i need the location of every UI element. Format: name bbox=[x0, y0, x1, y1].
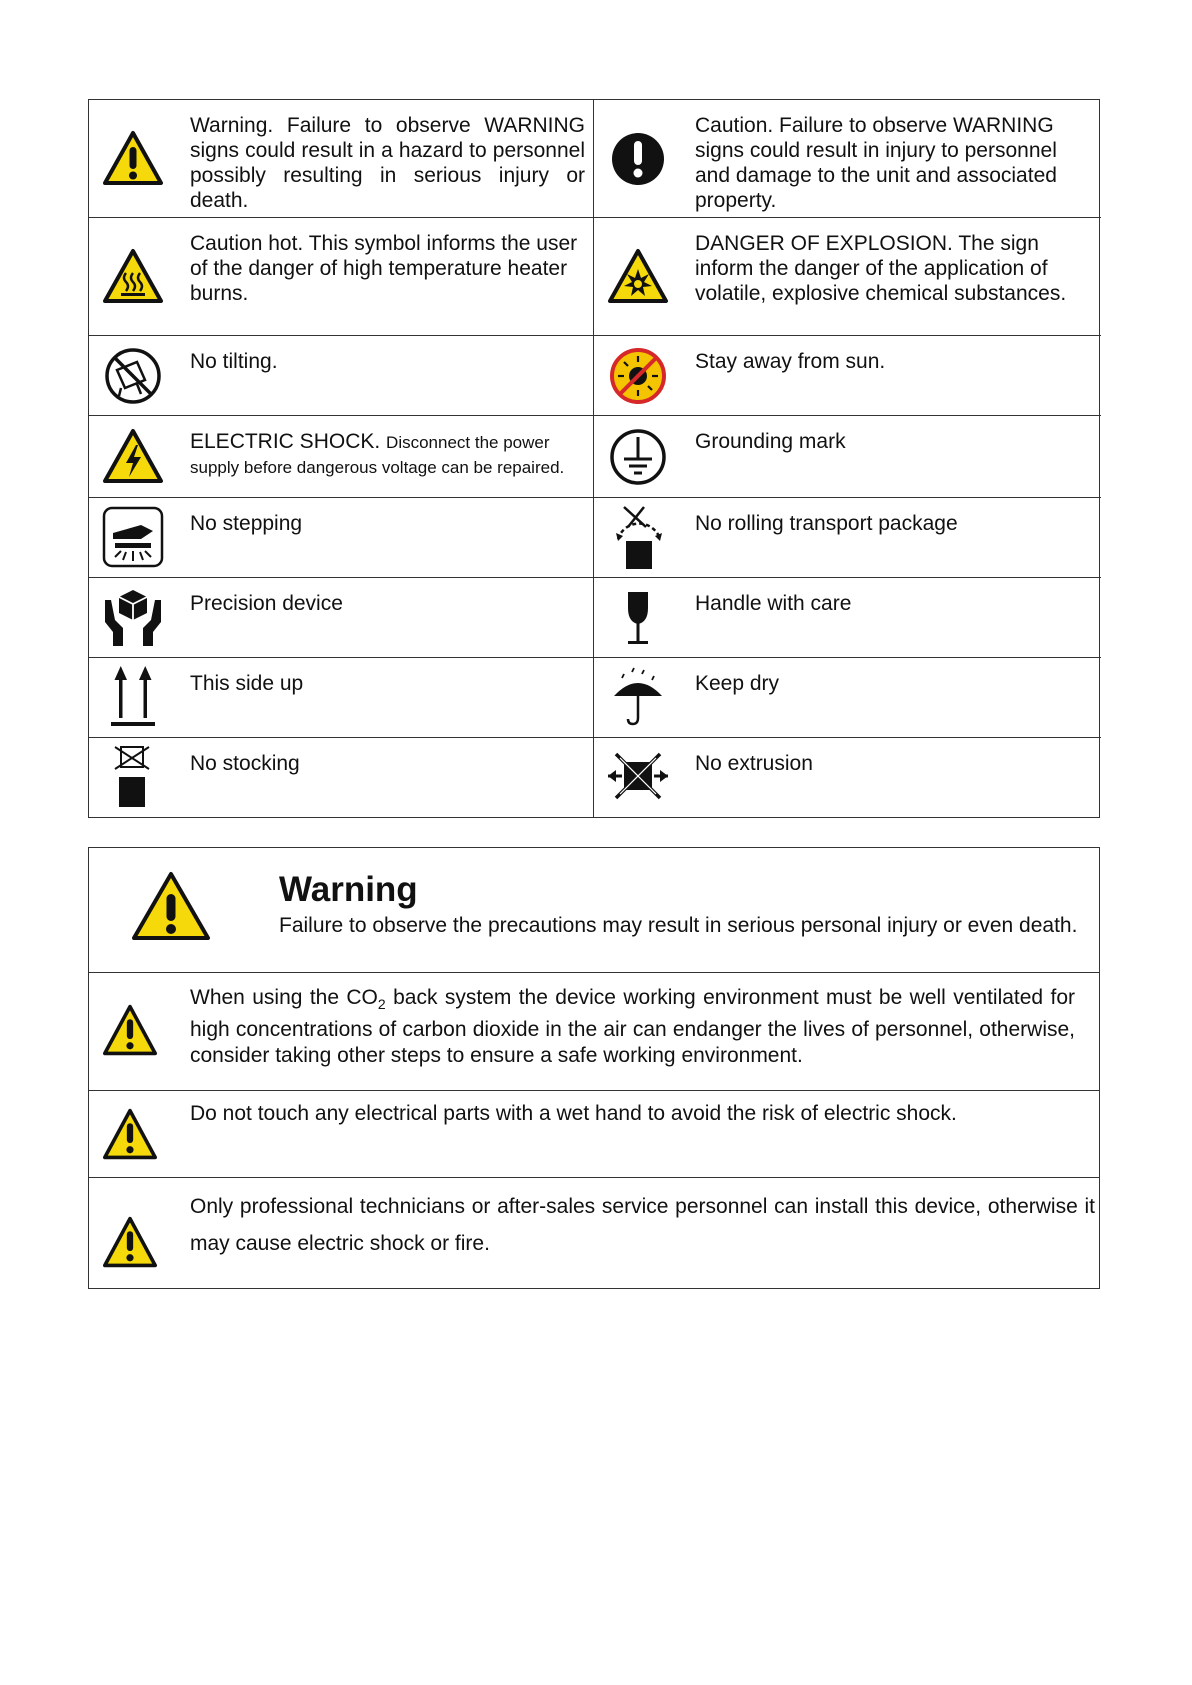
symbol-text: No extrusion bbox=[695, 752, 813, 775]
symbol-text: Warning. Failure to observe WARNING signs could result in a hazard to personnel possibly resulting in serious injury or death. bbox=[190, 114, 585, 212]
symbol-text: Handle with care bbox=[695, 592, 852, 615]
symbol-cell-warning bbox=[89, 100, 594, 218]
keep-dry-umbrella-icon bbox=[606, 664, 670, 728]
symbol-table bbox=[88, 99, 1100, 818]
symbol-cell-no-rolling bbox=[594, 498, 1101, 578]
symbol-text: DANGER OF EXPLOSION. The sign inform the danger of the application of volatile, explosive chemical substances. bbox=[695, 232, 1067, 305]
symbol-text-main: ELECTRIC SHOCK. bbox=[190, 430, 381, 453]
no-rolling-icon bbox=[606, 501, 670, 571]
warning-item bbox=[89, 973, 1099, 1091]
symbol-text: Precision device bbox=[190, 592, 343, 615]
no-extrusion-icon bbox=[606, 744, 670, 808]
warning-triangle-icon bbox=[101, 1107, 159, 1161]
warning-title: Warning bbox=[279, 870, 418, 909]
warning-triangle-icon bbox=[101, 1215, 159, 1269]
symbol-cell-caution bbox=[594, 100, 1101, 218]
warning-triangle-icon bbox=[101, 1003, 159, 1057]
symbol-cell-no-extrusion bbox=[594, 738, 1101, 817]
symbol-cell-no-sun bbox=[594, 336, 1101, 416]
symbol-cell-grounding bbox=[594, 416, 1101, 498]
symbol-cell-hot bbox=[89, 218, 594, 336]
caution-exclamation-icon bbox=[606, 127, 670, 191]
no-stepping-icon bbox=[101, 505, 165, 569]
no-sun-icon bbox=[606, 344, 670, 408]
symbol-cell-no-stacking bbox=[89, 738, 594, 817]
warning-large-icon bbox=[131, 870, 211, 942]
symbol-text: This side up bbox=[190, 672, 304, 695]
fragile-glass-icon bbox=[606, 586, 670, 650]
symbol-text bbox=[190, 429, 585, 479]
warning-item bbox=[89, 1091, 1099, 1178]
symbol-text: Grounding mark bbox=[695, 430, 846, 453]
warning-header bbox=[89, 848, 1099, 973]
symbol-cell-no-tilting bbox=[89, 336, 594, 416]
symbol-cell-no-stepping bbox=[89, 498, 594, 578]
grounding-icon bbox=[606, 425, 670, 489]
warning-item bbox=[89, 1178, 1099, 1288]
symbol-text: Keep dry bbox=[695, 672, 780, 695]
symbol-text: No stepping bbox=[190, 512, 303, 535]
warning-item-text-a: When using the CO bbox=[190, 986, 378, 1009]
warning-triangle-icon bbox=[101, 127, 165, 191]
warning-item-text bbox=[190, 985, 1075, 1069]
symbol-text: No stocking bbox=[190, 752, 300, 775]
this-side-up-icon bbox=[101, 664, 165, 728]
warning-item-text-b: back system the device working environment must be well ventilated for high concentrations of carbon dioxide in the air can endanger the lives of personnel, otherwise, consider taking other steps to ensure a safe working environment. bbox=[190, 986, 1076, 1068]
precision-device-icon bbox=[101, 586, 165, 650]
no-stacking-icon bbox=[101, 743, 165, 811]
symbol-text: Stay away from sun. bbox=[695, 350, 886, 373]
symbol-cell-electric-shock bbox=[89, 416, 594, 498]
symbol-cell-explosion bbox=[594, 218, 1101, 336]
symbol-cell-handle-with-care bbox=[594, 578, 1101, 658]
warning-item-text: Do not touch any electrical parts with a wet hand to avoid the risk of electric shock. bbox=[190, 1102, 957, 1125]
symbol-cell-keep-dry bbox=[594, 658, 1101, 738]
symbol-text-small: Disconnect the power supply before dangerous voltage can be repaired. bbox=[190, 433, 565, 477]
electric-shock-icon bbox=[101, 425, 165, 489]
warning-item-text: Only professional technicians or after-sales service personnel can install this device, otherwise it may cause electric shock or fire. bbox=[190, 1195, 1095, 1255]
no-tilting-icon bbox=[101, 344, 165, 408]
warning-item-text-subscript: 2 bbox=[377, 996, 386, 1013]
symbol-text: No rolling transport package bbox=[695, 512, 958, 535]
warning-subtitle: Failure to observe the precautions may result in serious personal injury or even death. bbox=[279, 914, 1078, 937]
hot-surface-icon bbox=[101, 245, 165, 309]
warning-box bbox=[88, 847, 1100, 1289]
symbol-text: Caution hot. This symbol informs the user of the danger of high temperature heater burns. bbox=[190, 232, 578, 305]
symbol-text: No tilting. bbox=[190, 350, 278, 373]
symbol-cell-precision bbox=[89, 578, 594, 658]
symbol-text: Caution. Failure to observe WARNING signs could result in injury to personnel and damage to the unit and associated property. bbox=[695, 114, 1057, 212]
explosion-icon bbox=[606, 245, 670, 309]
symbol-cell-this-side-up bbox=[89, 658, 594, 738]
